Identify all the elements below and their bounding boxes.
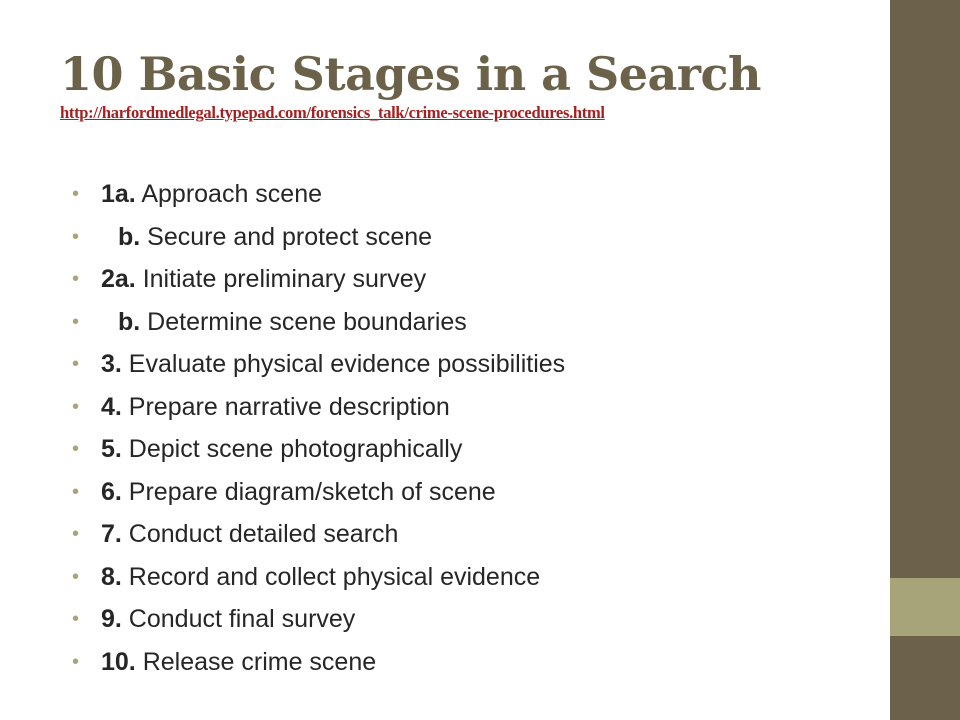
bullet-icon: • bbox=[72, 565, 80, 588]
sidebar-accent-bottom bbox=[890, 636, 960, 720]
item-text: Depict scene photographically bbox=[121, 435, 463, 463]
list-item bbox=[72, 603, 872, 646]
item-number: b. bbox=[118, 307, 141, 336]
item-number: b. bbox=[118, 222, 141, 251]
item-text: Prepare diagram/sketch of scene bbox=[121, 477, 496, 506]
bullet-icon: • bbox=[72, 480, 80, 503]
list-item bbox=[72, 561, 872, 604]
bullet-icon: • bbox=[72, 523, 80, 545]
item-text: Initiate preliminary survey bbox=[135, 265, 427, 293]
bullet-icon: • bbox=[72, 438, 80, 460]
list-item bbox=[72, 646, 872, 689]
list-item bbox=[72, 433, 872, 476]
item-number: 5. bbox=[101, 435, 122, 463]
bullet-icon: • bbox=[72, 310, 80, 333]
item-number: 2a. bbox=[101, 265, 136, 293]
item-text: Conduct final survey bbox=[121, 605, 356, 633]
list-item bbox=[72, 306, 872, 349]
item-text: Evaluate physical evidence possibilities bbox=[121, 350, 566, 378]
list-item bbox=[72, 263, 872, 306]
bullet-icon: • bbox=[72, 183, 80, 205]
list-item bbox=[72, 221, 872, 264]
item-text: Release crime scene bbox=[135, 647, 377, 676]
bullet-icon: • bbox=[72, 395, 80, 418]
slide-title: 10 Basic Stages in a Search bbox=[60, 47, 761, 101]
sidebar-accent-middle bbox=[890, 578, 960, 636]
title-block bbox=[60, 48, 880, 123]
list-item bbox=[72, 178, 872, 221]
bullet-icon: • bbox=[72, 225, 80, 248]
item-number: 8. bbox=[101, 562, 122, 591]
list-item bbox=[72, 476, 872, 519]
item-number: 9. bbox=[101, 605, 122, 633]
item-number: 10. bbox=[101, 647, 136, 676]
sidebar-accent-top bbox=[890, 0, 960, 578]
list-item bbox=[72, 518, 872, 561]
item-number: 1a. bbox=[101, 180, 136, 208]
source-link[interactable]: http://harfordmedlegal.typepad.com/forensics_talk/crime-scene-procedures.html bbox=[60, 102, 605, 122]
item-number: 4. bbox=[101, 392, 122, 421]
bullet-icon: • bbox=[72, 353, 80, 375]
item-number: 6. bbox=[101, 477, 122, 506]
item-text: Approach scene bbox=[135, 180, 323, 208]
bullet-icon: • bbox=[72, 650, 80, 673]
stages-list bbox=[72, 178, 872, 688]
item-number: 3. bbox=[101, 350, 122, 378]
item-text: Conduct detailed search bbox=[121, 520, 399, 548]
item-text: Prepare narrative description bbox=[121, 392, 450, 421]
item-number: 7. bbox=[101, 520, 122, 548]
item-text: Determine scene boundaries bbox=[140, 307, 467, 336]
list-item bbox=[72, 348, 872, 391]
item-text: Record and collect physical evidence bbox=[121, 562, 541, 591]
bullet-icon: • bbox=[72, 268, 80, 290]
list-item bbox=[72, 391, 872, 434]
bullet-icon: • bbox=[72, 608, 80, 630]
item-text: Secure and protect scene bbox=[140, 222, 433, 251]
